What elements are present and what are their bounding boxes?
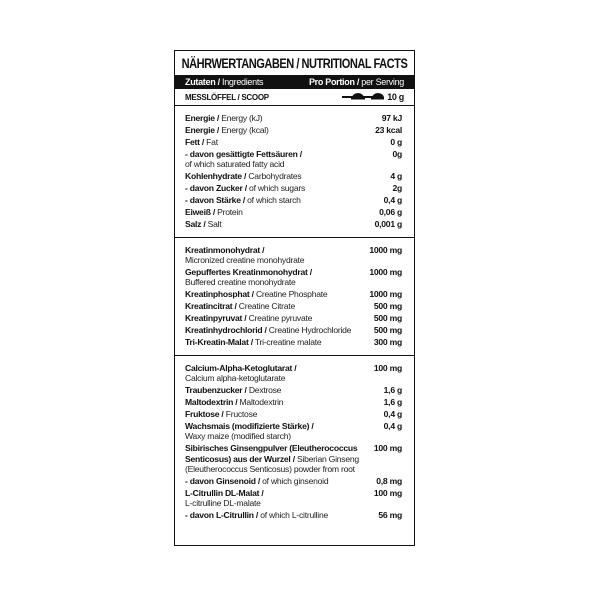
ingredient-amount: 4 g: [390, 171, 402, 182]
ingredient-name-de: Kreatinpyruvat /: [185, 313, 247, 324]
ingredient-name-de: - davon Zucker /: [185, 182, 247, 193]
ingredient-name-en: Maltodextrin: [239, 397, 284, 408]
ingredient-name-de: Sibirisches Ginsengpulver (Eleutherococcus Senticosus) aus der Wurzel /: [185, 443, 358, 464]
serving-header-de: Pro Portion /: [308, 77, 360, 87]
ingredients-header-de: Zutaten /: [185, 77, 220, 87]
ingredient-amount: 500 mg: [373, 313, 402, 324]
table-row: [185, 149, 402, 170]
ingredient-amount: 100 mg: [373, 487, 402, 498]
creatine-section: [175, 238, 414, 356]
table-row: [185, 267, 402, 288]
ingredient-name-en: Waxy maize (modified starch): [185, 431, 291, 442]
table-row: [185, 488, 402, 509]
ingredient-amount: 0,4 g: [383, 408, 402, 419]
table-row: [185, 183, 402, 194]
ingredient-name: [185, 337, 370, 348]
ingredient-name: [185, 510, 370, 521]
label-title: NÄHRWERTANGABEN / NUTRITIONAL FACTS: [181, 55, 408, 71]
table-row: [185, 325, 402, 336]
ingredient-name-de: Traubenzucker /: [185, 385, 247, 396]
ingredient-name: [185, 289, 369, 300]
ingredient-amount: 1000 mg: [369, 266, 402, 277]
ingredient-name-en: Creatine Phosphate: [255, 289, 328, 300]
ingredient-amount: 0,4 g: [383, 194, 402, 205]
ingredient-name: [185, 137, 370, 148]
ingredient-name-en: Micronized creatine monohydrate: [185, 255, 305, 266]
ingredient-name-en: Dextrose: [248, 385, 282, 396]
ingredient-name-en: L-citrulline DL-malate: [185, 498, 261, 509]
table-row: [185, 219, 402, 230]
table-row: [185, 301, 402, 312]
ingredient-name: [185, 113, 370, 124]
ingredient-amount: 1,6 g: [383, 397, 402, 408]
ingredient-name-en: Siberian Ginseng (Eleutherococcus Senticosus) powder from root: [185, 453, 359, 475]
table-row: [185, 385, 402, 396]
ingredient-name-de: Maltodextrin /: [185, 397, 238, 408]
table-row: [185, 443, 402, 475]
table-row: [185, 397, 402, 408]
ingredient-name-en: Energy (kJ): [221, 113, 263, 123]
table-row: [185, 207, 402, 218]
ingredient-amount: 0,001 g: [374, 218, 402, 229]
ingredient-name: [185, 267, 369, 288]
ingredient-name: [185, 488, 370, 509]
ingredient-name: [185, 363, 370, 384]
nutrition-facts-label: [174, 50, 415, 546]
ingredient-name-en: of which sugars: [249, 182, 306, 193]
table-row: [185, 476, 402, 487]
ingredient-name-de: Tri-Kreatin-Malat /: [185, 336, 253, 347]
ingredient-amount: 23 kcal: [375, 124, 402, 135]
table-row: [185, 125, 402, 136]
ingredient-name-en: of which L-citrulline: [260, 510, 329, 521]
table-row: [185, 137, 402, 148]
ingredient-amount: 97 kJ: [381, 113, 402, 123]
table-row: [185, 421, 402, 442]
table-row: [185, 363, 402, 384]
ingredient-name-de: Eiweiß /: [185, 206, 215, 217]
table-row: [185, 409, 402, 420]
ingredient-name: [185, 195, 370, 206]
ingredient-amount: 1000 mg: [369, 289, 402, 300]
ingredient-name: [185, 245, 369, 266]
ingredient-name-de: Fruktose /: [185, 408, 224, 419]
ingredient-name-de: Kreatincitrat /: [185, 301, 237, 312]
ingredient-name-en: Energy (kcal): [221, 124, 269, 135]
ingredient-name-de: Calcium-Alpha-Ketoglutarat /: [185, 362, 297, 373]
ingredient-amount: 500 mg: [373, 324, 402, 335]
ingredient-name: [185, 476, 370, 487]
ingredient-name: [185, 301, 370, 312]
ingredient-name-de: Salz /: [185, 218, 206, 229]
serving-header-en: per Serving: [359, 77, 404, 87]
table-row: [185, 510, 402, 521]
ingredient-name-en: Creatine Citrate: [238, 301, 295, 312]
scoop-row: [175, 89, 414, 106]
ingredient-name: [185, 443, 370, 475]
ingredient-name: [185, 183, 370, 194]
ingredient-name-de: Fett /: [185, 136, 205, 147]
ingredient-amount: 0g: [392, 148, 402, 159]
ingredient-name-de: - davon Stärke /: [185, 194, 245, 205]
ingredient-amount: 300 mg: [373, 336, 402, 347]
ingredient-amount: 1,6 g: [383, 385, 402, 396]
table-row: [185, 113, 402, 124]
ingredient-name: [185, 125, 370, 136]
ingredient-name: [185, 325, 370, 336]
ingredient-amount: 2g: [392, 182, 402, 193]
ingredient-name-de: Energie /: [185, 113, 220, 123]
ingredient-name-en: of which saturated fatty acid: [185, 159, 285, 170]
ingredient-name: [185, 397, 370, 408]
ingredient-name: [185, 171, 370, 182]
ingredient-amount: 500 mg: [373, 301, 402, 312]
ingredient-name-en: Fat: [206, 136, 218, 147]
table-row: [185, 171, 402, 182]
scoop-icon: [342, 92, 384, 102]
nutrients-section: [175, 106, 414, 238]
ingredient-name-de: Gepuffertes Kreatinmonohydrat /: [185, 266, 312, 277]
table-row: [185, 337, 402, 348]
ingredient-name-en: Fructose: [225, 408, 258, 419]
ingredient-name: [185, 149, 370, 170]
table-row: [185, 245, 402, 266]
ingredient-name: [185, 385, 370, 396]
ingredient-amount: 100 mg: [373, 362, 402, 373]
ingredient-name: [185, 207, 370, 218]
ingredient-name-de: L-Citrullin DL-Malat /: [185, 487, 264, 498]
ingredient-name-de: - davon gesättigte Fettsäuren /: [185, 148, 302, 159]
ingredient-name-en: Buffered creatine monohydrate: [185, 277, 296, 288]
ingredient-name-de: Energie /: [185, 124, 220, 135]
ingredient-name-en: of which ginsenoid: [262, 476, 329, 487]
ingredient-name-en: of which starch: [247, 194, 301, 205]
ingredients-header-en: Ingredients: [219, 77, 264, 87]
ingredient-amount: 1000 mg: [369, 244, 402, 255]
ingredient-name-de: Kreatinmonohydrat /: [185, 244, 265, 255]
ingredient-amount: 100 mg: [373, 443, 402, 454]
ingredient-amount: 0 g: [390, 136, 402, 147]
ingredient-name: [185, 409, 370, 420]
ingredient-name: [185, 219, 370, 230]
ingredient-name-en: Tri-creatine malate: [254, 336, 322, 347]
ingredient-name-de: Kreatinhydrochlorid /: [185, 324, 267, 335]
table-row: [185, 289, 402, 300]
ingredient-name-en: Salt: [207, 218, 222, 229]
ingredient-name-de: Wachsmais (modifizierte Stärke) /: [185, 420, 314, 431]
table-header: [175, 75, 414, 89]
ingredient-name: [185, 313, 370, 324]
ingredient-name-en: Creatine pyruvate: [248, 313, 313, 324]
ingredient-name-en: Protein: [217, 206, 243, 217]
scoop-label: MESSLÖFFEL / SCOOP: [185, 92, 269, 102]
other-ingredients-section: [175, 356, 414, 529]
ingredient-amount: 0,06 g: [379, 206, 402, 217]
ingredient-amount: 0,4 g: [383, 420, 402, 431]
ingredient-name-en: Carbohydrates: [248, 171, 302, 182]
table-row: [185, 195, 402, 206]
ingredient-name-de: - davon L-Citrullin /: [185, 510, 259, 521]
ingredient-name-en: Calcium alpha-ketoglutarate: [185, 373, 286, 384]
ingredient-name-de: - davon Ginsenoid /: [185, 476, 260, 487]
ingredient-amount: 56 mg: [378, 510, 402, 521]
ingredient-name-de: Kohlenhydrate /: [185, 171, 247, 182]
ingredient-name: [185, 421, 370, 442]
table-row: [185, 313, 402, 324]
ingredient-amount: 0,8 mg: [376, 476, 402, 487]
ingredient-name-de: Kreatinphosphat /: [185, 289, 254, 300]
scoop-value: 10 g: [387, 92, 404, 102]
ingredient-name-en: Creatine Hydrochloride: [268, 324, 352, 335]
